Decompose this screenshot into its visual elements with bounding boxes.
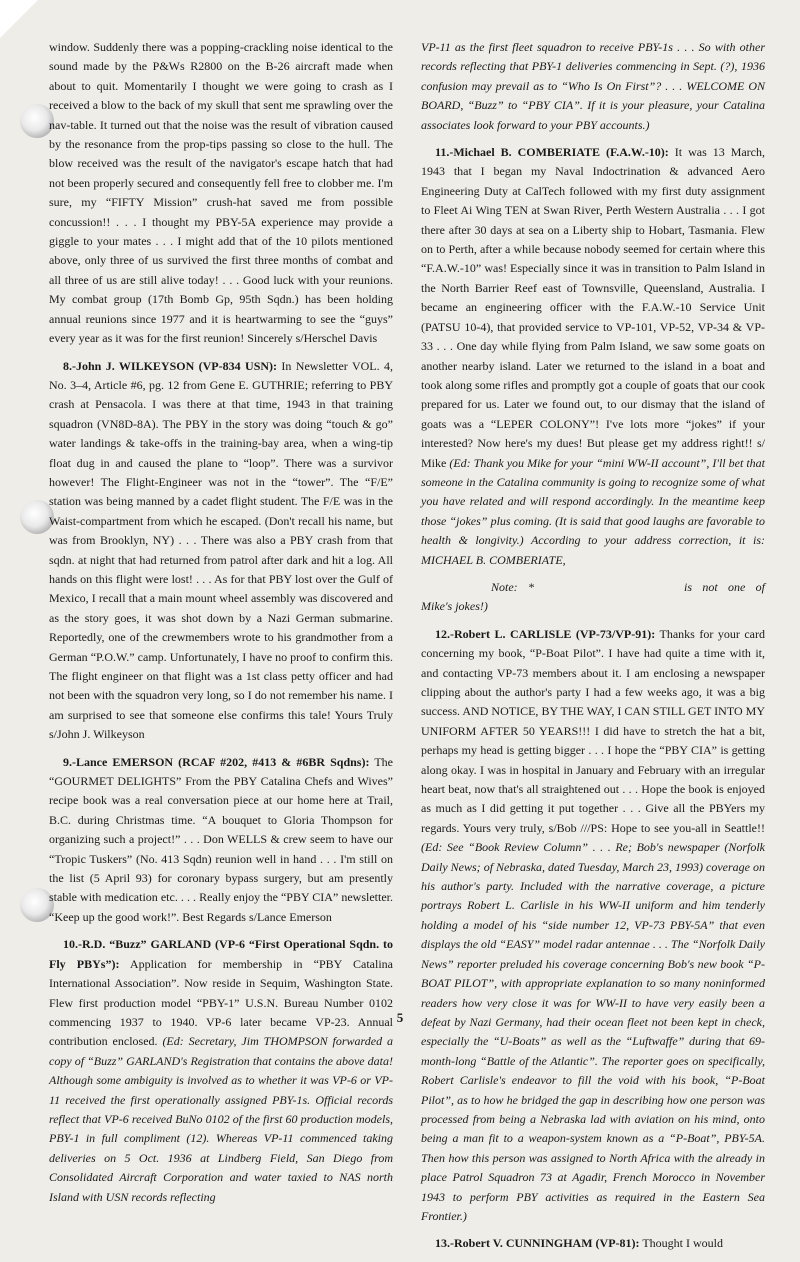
letter-11-body: It was 13 March, 1943 that I began my Naval Indoctrination & advanced Aero Engineering Duty at CalTech followed with my first duty assignment to Fleet Ai Wing TEN at Swan River, Perth Western Australia . . . I got there after 30 days at sea on a Liberty ship to Hobart, Tasmania. Flew on to Perth, after a while because nobody seemed for certain where this “F.A.W.-10” was! Especially since it was in transition to Palm Island in the North Barrier Reef east of Townsville, Queensland, Australia. I became an engineering officer with the F.A.W.-10 Service Unit (PATSU 10-4), that provided service to VP-101, VP-52, VP-34 & VP-33 . . . One day while flying from Palm Island, we saw some goats on another nearby island. Later we returned to the island in a boat and took along some rifles and promptly got a couple of goats that our cook prepared for us. Later we found out, to our dismay that the island of goats was a “LEPER COLONY”! I've lots more “jokes” if your interested? Now here's my dues! But please get my address right!! s/ Mike — [421, 145, 766, 470]
letter-13 — [421, 1234, 765, 1253]
letter-8 — [49, 357, 393, 745]
page-corner-fold — [0, 0, 38, 38]
letter-11-note — [421, 578, 765, 617]
right-column — [421, 38, 765, 1262]
letter-10-editorial-continued: VP-11 as the first fleet squadron to receive PBY-1s . . . So with other records reflecting that PBY-1 deliveries commencing in Sept. (?), 1936 confusion may prevail as to “Who Is On First”? . . . WELCOME ON BOARD, “Buzz” to “PBY CIA”. If it is your pleasure, your Catalina associates look forward to your PBY accounts.) — [421, 40, 765, 132]
letter-9-body: The “GOURMET DELIGHTS” From the PBY Catalina Chefs and Wives” recipe book was a real conversation piece at our home here at Trail, B.C. during Christmas time. “A bouquet to Gloria Thompson for organizing such a project!” . . . Don WELLS & crew seem to have our “Tropic Tuskers” (No. 413 Sqdn) reunion well in hand . . . I'm still on the list (5 April 93) for coronary bypass surgery, but am presently stable with medication etc. . . . Really enjoy the “PBY CIA” newsletter. “Keep up the good work!”. Best Regards s/Lance Emerson — [49, 754, 393, 924]
letter-12-heading: 12.-Robert L. CARLISLE (VP-73/VP-91): — [435, 626, 656, 641]
letter-11-heading: 11.-Michael B. COMBERIATE (F.A.W.-10): — [435, 145, 669, 160]
letter-11-editorial: (Ed: Thank you Mike for your “mini WW-II account”, I'll bet that someone in the Catalina community is going to recognize some of what you have related and will respond accordingly. In the meantime keep those “jokes” plus coming. (It is said that good laughs are favorable to health & longivity.) According to your address correction, it is: MICHAEL B. COMBERIATE, — [421, 455, 765, 567]
letter-11-note-label: Note: * — [491, 579, 534, 594]
letter-11 — [421, 143, 765, 570]
letter-10-editorial: (Ed: Secretary, Jim THOMPSON forwarded a copy of “Buzz” GARLAND's Registration that contains the above data! Although some ambiguity is involved as to whether it was VP-6 or VP-11 received the first operationally assigned PBY-1s. Official records reflect that VP-6 received BuNo 0102 of the first 60 production models, PBY-1 in full compliment (12). Whereas VP-11 commenced taking deliveries on 5 Oct. 1936 at Lindberg Field, San Diego from Consolidated Aircraft Corporation and water taxied to NAS north Island with USN records reflecting — [49, 1034, 393, 1204]
page-number: 5 — [396, 1010, 404, 1025]
letter-12 — [421, 625, 765, 1227]
letter-12-body: Thanks for your card concerning my book, “P-Boat Pilot”. I have had quite a time with it, and contacting VP-73 members about it. I am enclosing a newspaper clipping about the author's party I had a few weeks ago, it was a big success. AND NOTICE, BY THE WAY, I CAN STILL GET INTO MY UNIFORM AFTER 50 YEARS!!! I did have to stretch the hat a bit, perhaps my head is getting bigger . . . I hope the “PBY CIA” is getting along okay. I was in hospital in January and February with an irregular heart beat, now that's all straightened out . . . Hope the book is enjoyed as much as I did getting it put together . . . Give all the PBYers my regards. Yours very truly, s/Bob ///PS: Hope to see you-all in Seattle!! — [421, 626, 766, 835]
letter-11-note-text: is not one of Mike's jokes!) — [421, 579, 765, 614]
letter-12-editorial: (Ed: See “Book Review Column” . . . Re; Bob's newspaper (Norfolk Daily News; of Nebraska, dated Tuesday, March 23, 1993) coverage on his author's party. Included with the narrative coverage, a picture portrays Robert L. Carlisle in his WW-II uniform and him tenderly holding a model of his “side number 12, VP-73 PBY-5A” that even displays the old “EASY” model radar antennae . . . The “Norfolk Daily News” reporter preluded his coverage concerning Bob's new book “P-BOAT PILOT”, with appropriate explanation to so many noninformed readers how very close it was for WW-II to have very easily been a defeat by Nazi Germany, had their ocean fleet not been kept in check, especially the “U-Boats” as well as the “Luftwaffe” during that 69-month-long “Battle of the Atlantic”. The reporter goes on specifically, Robert Carlisle's endeavor to fill the void with his book, “P-Boat Pilot”, as to how he bridged the gap in describing how one person was processed from being a Nebraska lad with aviation on his mind, onto being a man fit to a weapon-system known as a “P-Boat”, PBY-5A. Then how this person was assigned to North Africa with the already in place Patrol Squadron 73 at Agadir, French Morocco in November 1943 to perform PBY activities as required in the Eastern Sea Frontier.) — [421, 840, 765, 1223]
letter-13-body: Thought I would — [639, 1236, 723, 1251]
letter-8-body: In Newsletter VOL. 4, No. 3–4, Article #6, pg. 12 from Gene E. GUTHRIE; referring to PBY crash at Pensacola. I was there at that time, 1943 in that training squadron (VN8D-8A). The PBY in the story was doing “touch & go” water landings & take-offs in the training-bay area, when a wing-tip float dug in and caused the plane to “loop”. There was a survivor however! The Flight-Engineer was not in the “tower”. The “F/E” station was being manned by a cadet flight student. The F/E was in the Waist-compartment from which he escaped. (Don't recall his name, but was from Brooklyn, NY) . . . There was also a PBY crash from that sqdn. at night that had returned from patrol after dark and hit a log. All hands on this flight were lost! . . . As for that PBY lost over the Gulf of Mexico, I recall that a main mount wheel assembly was discovered and as the story goes, it was shot down by a Nazi German submarine. Reportedly, one of the crewmembers wrote to his grandmother from a German “P.O.W.” camp. Unfortunately, I have no proof to confirm this. The flight engineer on that flight was a 1st class petty officer and had not been with the squadron very long, so I do not remember his name. I am surprised to see that someone else confirms this tale! Yours Truly s/John J. Wilkeyson — [49, 358, 394, 742]
left-column — [49, 38, 393, 1215]
letter-13-heading: 13.-Robert V. CUNNINGHAM (VP-81): — [435, 1236, 640, 1251]
letter-9-heading: 9.-Lance EMERSON (RCAF #202, #413 & #6BR Sqdns): — [63, 754, 370, 769]
letter-9 — [49, 753, 393, 928]
letter-10-heading: 10.-R.D. “Buzz” GARLAND (VP-6 “First Operational Sqdn. to Fly PBYs”): — [49, 937, 393, 971]
letter-10-body: Application for membership in “PBY Catalina International Association”. Now reside in Sequim, Washington State. Flew first production model “PBY-1” U.S.N. Bureau Number 0102 commencing 1937 to 1940. VP-6 later became VP-23. Annual contribution enclosed. — [49, 956, 393, 1049]
letter-10 — [49, 935, 393, 1207]
letter-7-continuation: window. Suddenly there was a popping-crackling noise identical to the sound made by the P&Ws R2800 on the B-26 aircraft made when about to quit. Momentarily I thought we were going to crash as I received a blow to the back of my skull that sent me sprawling over the nav-table. It turned out that the noise was the result of vibration caused by the resonance from the prop-tips passing so close to the hull. The blow received was the result of the navigator's escape hatch that had not been properly secured and consequently fell free to clobber me. I'm sure, my “FIFTY Mission” crush-hat saved me from possible concussion!! . . . I thought my PBY-5A experience may provide a giggle to your mates . . . I might add that of the 10 pilots mentioned above, only three of us survived the first three months of combat and all three of us are still alive today! . . . Good luck with your reunions. My combat group (17th Bomb Gp, 95th Sqdn.) has been holding annual reunions since 1977 and it is heartwarming to see the “guys” every year as it was for the first reunion! Sincerely s/Herschel Davis — [49, 40, 393, 346]
letter-8-heading: 8.-John J. WILKEYSON (VP-834 USN): — [63, 358, 278, 373]
